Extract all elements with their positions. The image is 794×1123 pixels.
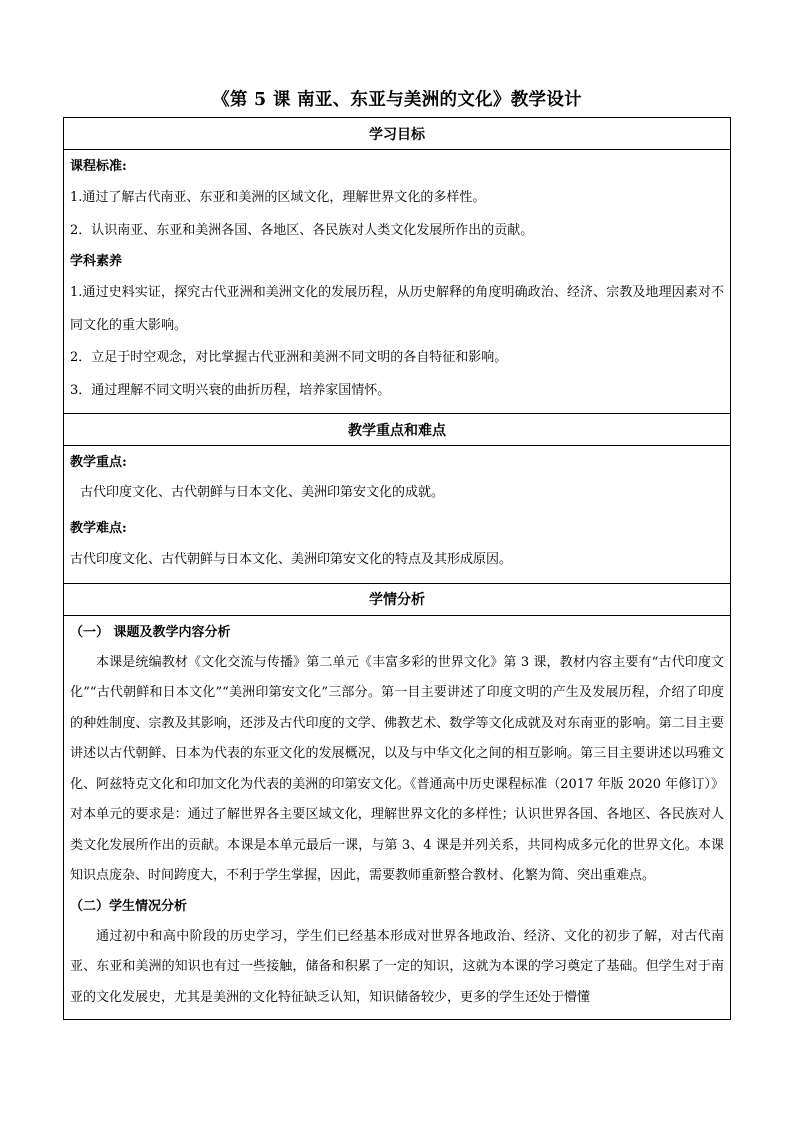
literacy-item-1: 1.通过史料实证，探究古代亚洲和美洲文化的发展历程，从历史解释的角度明确政治、经济、宗教及地理因素对不同文化的重大影响。: [70, 285, 724, 333]
literacy-label: 学科素养: [70, 254, 123, 269]
key-points-cell: [64, 446, 730, 584]
analysis-part1-label: （一） 课题及教学内容分析: [70, 624, 231, 640]
literacy-item-2: 2．立足于时空观念，对比掌握古代亚洲和美洲不同文明的各自特征和影响。: [70, 350, 508, 365]
key-points-label: 教学重点:: [70, 455, 127, 470]
standard-item-1: 1.通过了解古代南亚、东亚和美洲的区域文化，理解世界文化的多样性。: [70, 190, 486, 205]
analysis-part1-text: 本课是统编教材《文化交流与传播》第二单元《丰富多彩的世界文化》第 3 课，教材内容主要有“古代印度文化”“古代朝鲜和日本文化”“美洲印第安文化”三部分。第一目主要讲述了印度文明的产生及发展历程，介绍了印度的种姓制度、宗教及其影响，还涉及古代印度的文学、佛教艺术、数学等文化成就及对东南亚的影响。第二目主要讲述以古代朝鲜、日本为代表的东亚文化的发展概况，以及与中华文化之间的相互影响。第三目主要讲述以玛雅文化、阿兹特克文化和印加文化为代表的美洲的印第安文化。《普通高中历史课程标准（2017 年版 2020 年修订）》对本单元的要求是：通过了解世界各主要区域文化，理解世界文化的多样性；认识世界各国、各地区、各民族对人类文化发展所作出的贡献。本课是本单元最后一课，与第 3、4 课是并列关系，共同构成多元化的世界文化。本课知识点庞杂、时间跨度大，不利于学生掌握，因此，需要教师重新整合教材、化繁为简、突出重难点。: [70, 654, 724, 883]
lesson-plan-table: [63, 117, 731, 1020]
course-standards-label: 课程标准:: [70, 159, 127, 174]
section-header-learning-goals: 学习目标: [64, 118, 730, 150]
analysis-part2-text: 通过初中和高中阶段的历史学习，学生们已经基本形成对世界各地政治、经济、文化的初步了解，对古代南亚、东亚和美洲的知识也有过一些接触，储备和积累了一定的知识，这就为本课的学习奠定了基础。但学生对于南亚的文化发展史，尤其是美洲的文化特征缺乏认知，知识储备较少，更多的学生还处于懵懂: [70, 928, 724, 1005]
standard-item-2: 2．认识南亚、东亚和美洲各国、各地区、各民族对人类文化发展所作出的贡献。: [70, 222, 534, 238]
section-header-key-points: 教学重点和难点: [64, 414, 730, 446]
key-points-text: 古代印度文化、古代朝鲜与日本文化、美洲印第安文化的成就。: [80, 485, 445, 500]
literacy-item-3: 3．通过理解不同文明兴衰的曲折历程，培养家国情怀。: [70, 382, 391, 398]
difficulty-text: 古代印度文化、古代朝鲜与日本文化、美洲印第安文化的特点及其形成原因。: [70, 552, 513, 567]
document-title: 《第 5 课 南亚、东亚与美洲的文化》教学设计: [212, 90, 582, 110]
learning-goals-cell: [64, 150, 730, 414]
difficulty-label: 教学难点:: [70, 521, 127, 536]
analysis-part2-label: （二）学生情况分析: [70, 898, 188, 914]
analysis-cell: [64, 616, 730, 1020]
section-header-analysis: 学情分析: [64, 584, 730, 616]
